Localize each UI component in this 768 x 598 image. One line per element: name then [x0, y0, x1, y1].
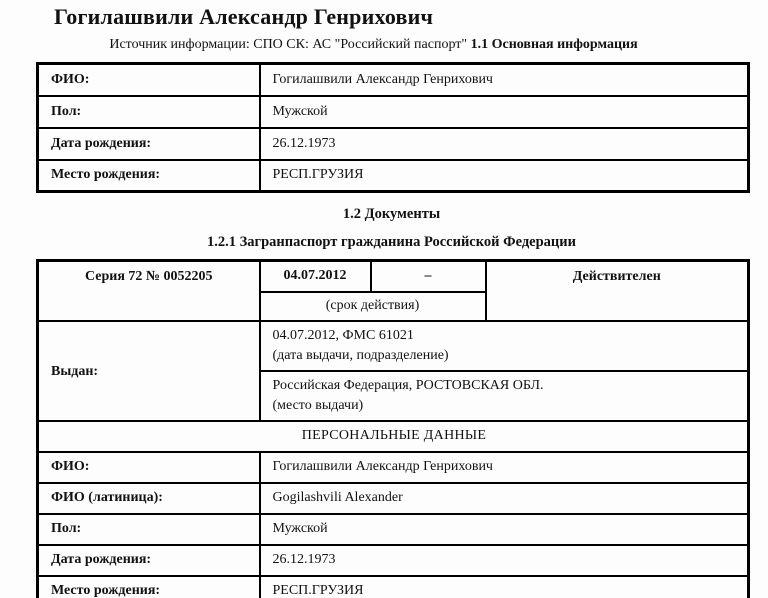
- section-1-2-heading: 1.2 Документы: [342, 206, 441, 222]
- field-value: Gogilashvili Alexander: [260, 483, 749, 514]
- issued-date-value: 04.07.2012, ФМС 61021: [272, 327, 414, 343]
- table-row: [38, 576, 749, 598]
- field-value: Гогилашвили Александр Генрихович: [260, 64, 749, 96]
- field-label: Пол:: [38, 96, 260, 128]
- field-label: ФИО:: [38, 64, 260, 96]
- table-row: [38, 128, 749, 160]
- table-row: [38, 64, 749, 96]
- table-row: [38, 321, 749, 371]
- field-label: Пол:: [38, 514, 260, 545]
- field-label: Дата рождения:: [38, 545, 260, 576]
- field-label: Место рождения:: [38, 160, 260, 192]
- issued-date-cell: [260, 321, 749, 371]
- table-row: [38, 514, 749, 545]
- field-value: РЕСП.ГРУЗИЯ: [260, 576, 749, 598]
- passport-status: Действителен: [486, 261, 749, 321]
- passport-expiry-date: –: [371, 261, 486, 292]
- field-label: ФИО:: [38, 452, 260, 483]
- issued-place-caption: (место выдачи): [272, 397, 364, 413]
- passport-table: [36, 259, 750, 598]
- table-row: [38, 483, 749, 514]
- page-title: Гогилашвили Александр Генрихович: [54, 4, 434, 29]
- field-label: Дата рождения:: [38, 128, 260, 160]
- field-value: Мужской: [260, 96, 749, 128]
- table-row: [38, 160, 749, 192]
- issued-place-value: Российская Федерация, РОСТОВСКАЯ ОБЛ.: [272, 377, 544, 393]
- field-value: Гогилашвили Александр Генрихович: [260, 452, 749, 483]
- passport-series: Серия 72 № 0052205: [38, 261, 260, 321]
- issued-label: Выдан:: [38, 321, 260, 421]
- table-row: [38, 452, 749, 483]
- passport-issue-date: 04.07.2012: [260, 261, 371, 292]
- field-value: РЕСП.ГРУЗИЯ: [260, 160, 749, 192]
- field-label: ФИО (латиница):: [38, 483, 260, 514]
- table-row: [38, 96, 749, 128]
- table-row: [38, 545, 749, 576]
- personal-data-heading: ПЕРСОНАЛЬНЫЕ ДАННЫЕ: [38, 421, 749, 452]
- validity-caption: (срок действия): [260, 292, 486, 321]
- table-row: [38, 421, 749, 452]
- field-value: 26.12.1973: [260, 128, 749, 160]
- section-1-2-1-heading: 1.2.1 Загранпаспорт гражданина Российской Федерации: [207, 234, 576, 250]
- source-info-text: Источник информации: СПО СК: АС "Российский паспорт": [109, 37, 471, 52]
- source-line: [0, 37, 747, 53]
- section-1-1-title: 1.1 Основная информация: [470, 37, 638, 52]
- issued-date-caption: (дата выдачи, подразделение): [272, 347, 449, 363]
- basic-info-table: [36, 62, 750, 193]
- field-value: Мужской: [260, 514, 749, 545]
- table-row: [38, 261, 749, 292]
- field-label: Место рождения:: [38, 576, 260, 598]
- field-value: 26.12.1973: [260, 545, 749, 576]
- issued-place-cell: [260, 371, 749, 421]
